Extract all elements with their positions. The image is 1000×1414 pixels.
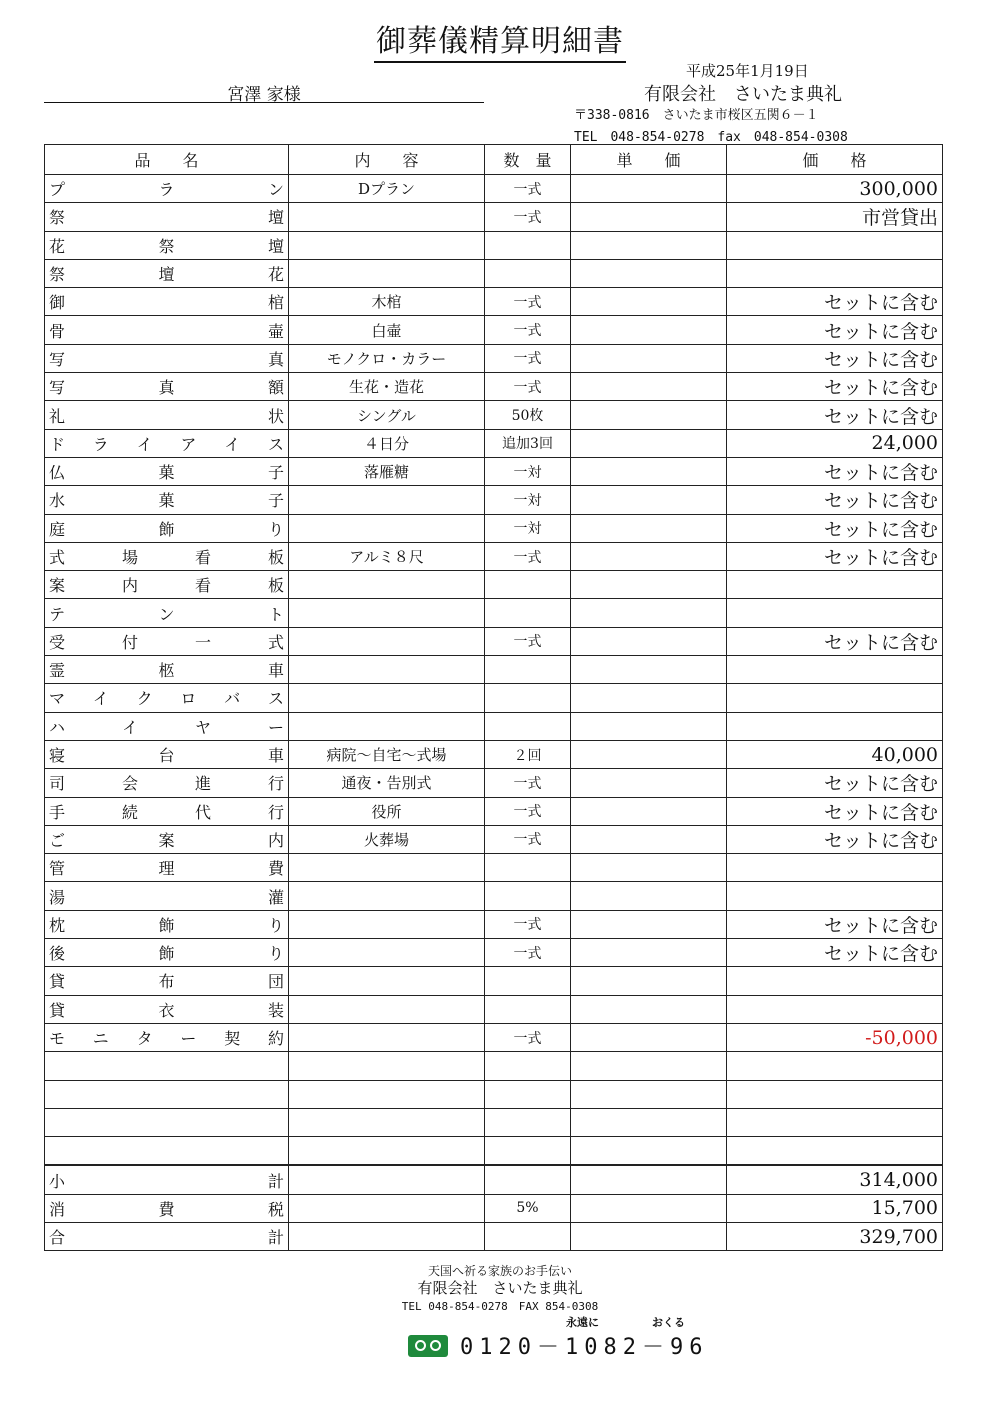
item-unit-price [571, 175, 727, 203]
item-unit-price [571, 627, 727, 655]
item-price [727, 1108, 943, 1136]
item-name [45, 486, 289, 514]
item-name-text: 仏 菓 子 [49, 463, 284, 483]
item-unit-price [571, 1052, 727, 1080]
item-name [45, 627, 289, 655]
item-name [45, 939, 289, 967]
item-unit-price [571, 740, 727, 768]
total-content [289, 1165, 485, 1194]
item-content [289, 684, 485, 712]
item-quantity: 一式 [485, 288, 571, 316]
item-unit-price [571, 1108, 727, 1136]
item-name [45, 854, 289, 882]
table-row [45, 656, 943, 684]
total-row [45, 1165, 943, 1194]
item-price: セットに含む [727, 825, 943, 853]
table-row [45, 429, 943, 457]
item-content [289, 939, 485, 967]
total-quantity: 5% [485, 1194, 571, 1222]
table-row [45, 995, 943, 1023]
item-unit-price [571, 1023, 727, 1051]
total-name [45, 1194, 289, 1222]
item-content [289, 259, 485, 287]
item-price [727, 1080, 943, 1108]
item-unit-price [571, 542, 727, 570]
total-unit-price [571, 1222, 727, 1250]
item-unit-price [571, 344, 727, 372]
item-name-text: 祭 壇 花 [49, 265, 284, 285]
item-price: セットに含む [727, 627, 943, 655]
item-name-text: 御 棺 [49, 293, 284, 313]
item-content [289, 486, 485, 514]
table-row [45, 797, 943, 825]
item-price [727, 712, 943, 740]
item-name [45, 203, 289, 231]
item-name [45, 1080, 289, 1108]
item-name-text: 霊 柩 車 [49, 661, 284, 681]
item-price: セットに含む [727, 457, 943, 485]
item-name [45, 429, 289, 457]
item-unit-price [571, 797, 727, 825]
item-content: 生花・造花 [289, 373, 485, 401]
item-quantity: 一式 [485, 203, 571, 231]
item-unit-price [571, 288, 727, 316]
item-price: セットに含む [727, 542, 943, 570]
item-quantity: 一式 [485, 542, 571, 570]
item-content [289, 712, 485, 740]
item-name [45, 825, 289, 853]
item-name-text: 手 続 代 行 [49, 802, 284, 822]
table-row [45, 514, 943, 542]
total-content [289, 1194, 485, 1222]
item-unit-price [571, 1080, 727, 1108]
table-row [45, 175, 943, 203]
item-name-text: 司 会 進 行 [49, 774, 284, 794]
item-price: セットに含む [727, 344, 943, 372]
header-content: 内 容 [289, 145, 485, 175]
company-address: 〒338-0816 さいたま市桜区五関６－１ [574, 108, 819, 123]
item-price: セットに含む [727, 910, 943, 938]
item-quantity [485, 1137, 571, 1166]
item-price: セットに含む [727, 401, 943, 429]
item-quantity [485, 854, 571, 882]
table-row [45, 259, 943, 287]
item-quantity: 一式 [485, 627, 571, 655]
item-quantity: 50枚 [485, 401, 571, 429]
item-name-text: テ ン ト [49, 604, 284, 624]
item-name [45, 457, 289, 485]
item-price: 300,000 [727, 175, 943, 203]
item-content [289, 967, 485, 995]
item-name [45, 797, 289, 825]
item-unit-price [571, 599, 727, 627]
total-price: 314,000 [727, 1165, 943, 1194]
item-name-text: ド ラ イ ア イ ス [49, 434, 284, 454]
item-name-text: 水 菓 子 [49, 491, 284, 511]
total-price: 15,700 [727, 1194, 943, 1222]
item-unit-price [571, 1137, 727, 1166]
item-quantity: ２回 [485, 740, 571, 768]
item-name-text: プ ラ ン [49, 180, 284, 200]
item-name-text: 受 付 一 式 [49, 632, 284, 652]
item-quantity [485, 599, 571, 627]
table-row [45, 684, 943, 712]
item-name [45, 175, 289, 203]
item-price [727, 684, 943, 712]
item-quantity [485, 231, 571, 259]
table-row [45, 825, 943, 853]
item-name [45, 571, 289, 599]
item-unit-price [571, 712, 727, 740]
item-price: セットに含む [727, 316, 943, 344]
total-quantity [485, 1165, 571, 1194]
item-name [45, 514, 289, 542]
item-content [289, 203, 485, 231]
item-name [45, 373, 289, 401]
item-unit-price [571, 373, 727, 401]
item-name-text: 礼 状 [49, 406, 284, 426]
item-price: 24,000 [727, 429, 943, 457]
item-unit-price [571, 910, 727, 938]
item-name-text: 湯 灌 [49, 887, 284, 907]
item-name [45, 542, 289, 570]
item-content [289, 1023, 485, 1051]
item-name [45, 231, 289, 259]
item-content [289, 1108, 485, 1136]
item-unit-price [571, 429, 727, 457]
item-quantity: 一式 [485, 1023, 571, 1051]
table-row [45, 854, 943, 882]
item-quantity [485, 1080, 571, 1108]
footer-company: 有限会社 さいたま典礼 [417, 1279, 583, 1297]
item-content [289, 571, 485, 599]
table-row [45, 910, 943, 938]
table-row [45, 712, 943, 740]
item-quantity [485, 571, 571, 599]
item-unit-price [571, 457, 727, 485]
statement-table [44, 144, 943, 1251]
total-name [45, 1165, 289, 1194]
document-title: 御葬儀精算明細書 [0, 16, 1000, 60]
header-quantity: 数 量 [485, 145, 571, 175]
item-content [289, 599, 485, 627]
item-name [45, 684, 289, 712]
item-price [727, 231, 943, 259]
item-name [45, 1108, 289, 1136]
freedial-number: 0120－1082－96 [460, 1335, 709, 1360]
item-content: 白壷 [289, 316, 485, 344]
item-price [727, 967, 943, 995]
issue-date: 平成25年1月19日 [686, 62, 809, 80]
table-row [45, 769, 943, 797]
item-content [289, 882, 485, 910]
item-price: セットに含む [727, 797, 943, 825]
table-row [45, 1080, 943, 1108]
item-price [727, 1137, 943, 1166]
item-unit-price [571, 571, 727, 599]
item-content: シングル [289, 401, 485, 429]
customer-name: 宮澤 家様 [44, 80, 484, 103]
item-content [289, 656, 485, 684]
item-unit-price [571, 656, 727, 684]
item-unit-price [571, 825, 727, 853]
item-name-text: 骨 壷 [49, 321, 284, 341]
item-quantity [485, 995, 571, 1023]
item-quantity [485, 967, 571, 995]
item-quantity: 一式 [485, 175, 571, 203]
item-unit-price [571, 514, 727, 542]
table-row [45, 599, 943, 627]
item-name [45, 910, 289, 938]
item-unit-price [571, 769, 727, 797]
item-quantity: 一式 [485, 910, 571, 938]
item-quantity: 一式 [485, 797, 571, 825]
item-price [727, 854, 943, 882]
table-row [45, 1108, 943, 1136]
table-row [45, 571, 943, 599]
company-name: 有限会社 さいたま典礼 [644, 84, 842, 105]
item-price: 市営貸出 [727, 203, 943, 231]
item-quantity: 一対 [485, 514, 571, 542]
item-unit-price [571, 882, 727, 910]
freedial-icon [408, 1335, 448, 1357]
item-price [727, 1052, 943, 1080]
item-quantity [485, 1108, 571, 1136]
item-content: モノクロ・カラー [289, 344, 485, 372]
item-unit-price [571, 939, 727, 967]
item-content: 役所 [289, 797, 485, 825]
item-name-text: ご 案 内 [49, 830, 284, 850]
company-tel: TEL 048-854-0278 fax 048-854-0308 [574, 130, 848, 145]
item-name-text: 貸 布 団 [49, 972, 284, 992]
item-unit-price [571, 401, 727, 429]
freedial-block [408, 1330, 708, 1361]
item-price: 40,000 [727, 740, 943, 768]
item-content: 木棺 [289, 288, 485, 316]
table-row [45, 203, 943, 231]
item-name-text: 寝 台 車 [49, 746, 284, 766]
item-quantity: 一対 [485, 486, 571, 514]
item-unit-price [571, 967, 727, 995]
table-row [45, 542, 943, 570]
table-row [45, 939, 943, 967]
item-price: セットに含む [727, 769, 943, 797]
item-name [45, 344, 289, 372]
table-row [45, 316, 943, 344]
table-row [45, 967, 943, 995]
item-content [289, 1137, 485, 1166]
item-name [45, 995, 289, 1023]
item-unit-price [571, 854, 727, 882]
item-name [45, 882, 289, 910]
header-price: 価 格 [727, 145, 943, 175]
table-row [45, 1052, 943, 1080]
item-price: セットに含む [727, 939, 943, 967]
total-name-text: 小 計 [49, 1171, 284, 1191]
item-content [289, 231, 485, 259]
item-name [45, 967, 289, 995]
item-price [727, 571, 943, 599]
item-quantity: 一式 [485, 769, 571, 797]
total-price: 329,700 [727, 1222, 943, 1250]
item-quantity [485, 684, 571, 712]
item-quantity: 一対 [485, 457, 571, 485]
item-name-text: 枕 飾 り [49, 915, 284, 935]
total-row [45, 1222, 943, 1250]
item-price: セットに含む [727, 288, 943, 316]
table-row [45, 1023, 943, 1051]
footer-note-2: おくる [652, 1316, 685, 1329]
item-name [45, 599, 289, 627]
item-quantity [485, 712, 571, 740]
item-content [289, 854, 485, 882]
item-name-text: 後 飾 り [49, 944, 284, 964]
item-name [45, 288, 289, 316]
item-name [45, 316, 289, 344]
item-name [45, 769, 289, 797]
item-price [727, 995, 943, 1023]
item-content: ４日分 [289, 429, 485, 457]
item-price: セットに含む [727, 514, 943, 542]
table-header-row [45, 145, 943, 175]
item-quantity: 一式 [485, 316, 571, 344]
item-content [289, 995, 485, 1023]
total-unit-price [571, 1194, 727, 1222]
item-content: アルミ８尺 [289, 542, 485, 570]
item-content [289, 1080, 485, 1108]
item-price [727, 656, 943, 684]
item-quantity [485, 882, 571, 910]
item-price: セットに含む [727, 486, 943, 514]
item-price: -50,000 [727, 1023, 943, 1051]
table-row [45, 627, 943, 655]
item-unit-price [571, 259, 727, 287]
total-name [45, 1222, 289, 1250]
item-quantity [485, 1052, 571, 1080]
item-content [289, 910, 485, 938]
item-quantity [485, 656, 571, 684]
item-name [45, 259, 289, 287]
header-item: 品 名 [45, 145, 289, 175]
item-name-text: 案 内 看 板 [49, 576, 284, 596]
item-name-text: 管 理 費 [49, 859, 284, 879]
table-row [45, 344, 943, 372]
footer-tagline: 天国へ祈る家族のお手伝い [427, 1264, 572, 1278]
item-name [45, 1052, 289, 1080]
item-quantity: 追加3回 [485, 429, 571, 457]
item-unit-price [571, 231, 727, 259]
item-name-text: 写 真 額 [49, 378, 284, 398]
item-content: 通夜・告別式 [289, 769, 485, 797]
item-price [727, 599, 943, 627]
item-content: Dプラン [289, 175, 485, 203]
item-name-text: 貸 衣 装 [49, 1000, 284, 1020]
total-name-text: 消 費 税 [49, 1199, 284, 1219]
item-content [289, 514, 485, 542]
item-quantity: 一式 [485, 825, 571, 853]
item-price: セットに含む [727, 373, 943, 401]
table-row [45, 457, 943, 485]
table-row [45, 401, 943, 429]
item-content [289, 627, 485, 655]
item-quantity: 一式 [485, 939, 571, 967]
item-name-text: 庭 飾 り [49, 519, 284, 539]
footer-contact: TEL 048-854-0278 FAX 854-0308 [401, 1300, 599, 1313]
item-unit-price [571, 203, 727, 231]
item-content [289, 1052, 485, 1080]
item-name-text: 写 真 [49, 349, 284, 369]
table-row [45, 1137, 943, 1166]
item-price [727, 259, 943, 287]
total-quantity [485, 1222, 571, 1250]
item-name-text: ハ イ ヤ ー [49, 717, 284, 737]
total-unit-price [571, 1165, 727, 1194]
table-row [45, 486, 943, 514]
item-name [45, 712, 289, 740]
item-name-text: 祭 壇 [49, 208, 284, 228]
total-content [289, 1222, 485, 1250]
table-row [45, 288, 943, 316]
table-row [45, 740, 943, 768]
item-name [45, 740, 289, 768]
item-quantity [485, 259, 571, 287]
item-quantity: 一式 [485, 373, 571, 401]
item-name [45, 656, 289, 684]
item-name-text: マ イ ク ロ バ ス [49, 689, 284, 709]
header-unit-price: 単 価 [571, 145, 727, 175]
item-name-text: 花 祭 壇 [49, 236, 284, 256]
total-row [45, 1194, 943, 1222]
table-row [45, 882, 943, 910]
table-row [45, 231, 943, 259]
item-name [45, 1137, 289, 1166]
footer-note-1: 永遠に [566, 1316, 599, 1329]
item-quantity: 一式 [485, 344, 571, 372]
item-unit-price [571, 995, 727, 1023]
item-content: 病院～自宅～式場 [289, 740, 485, 768]
item-content: 落雁糖 [289, 457, 485, 485]
item-unit-price [571, 486, 727, 514]
item-name-text: 式 場 看 板 [49, 548, 284, 567]
item-name-text: モ ニ タ ー 契 約 [49, 1029, 284, 1049]
item-name [45, 401, 289, 429]
table-row [45, 373, 943, 401]
item-content: 火葬場 [289, 825, 485, 853]
item-unit-price [571, 684, 727, 712]
item-unit-price [571, 316, 727, 344]
item-name [45, 1023, 289, 1051]
item-price [727, 882, 943, 910]
total-name-text: 合 計 [49, 1228, 284, 1248]
